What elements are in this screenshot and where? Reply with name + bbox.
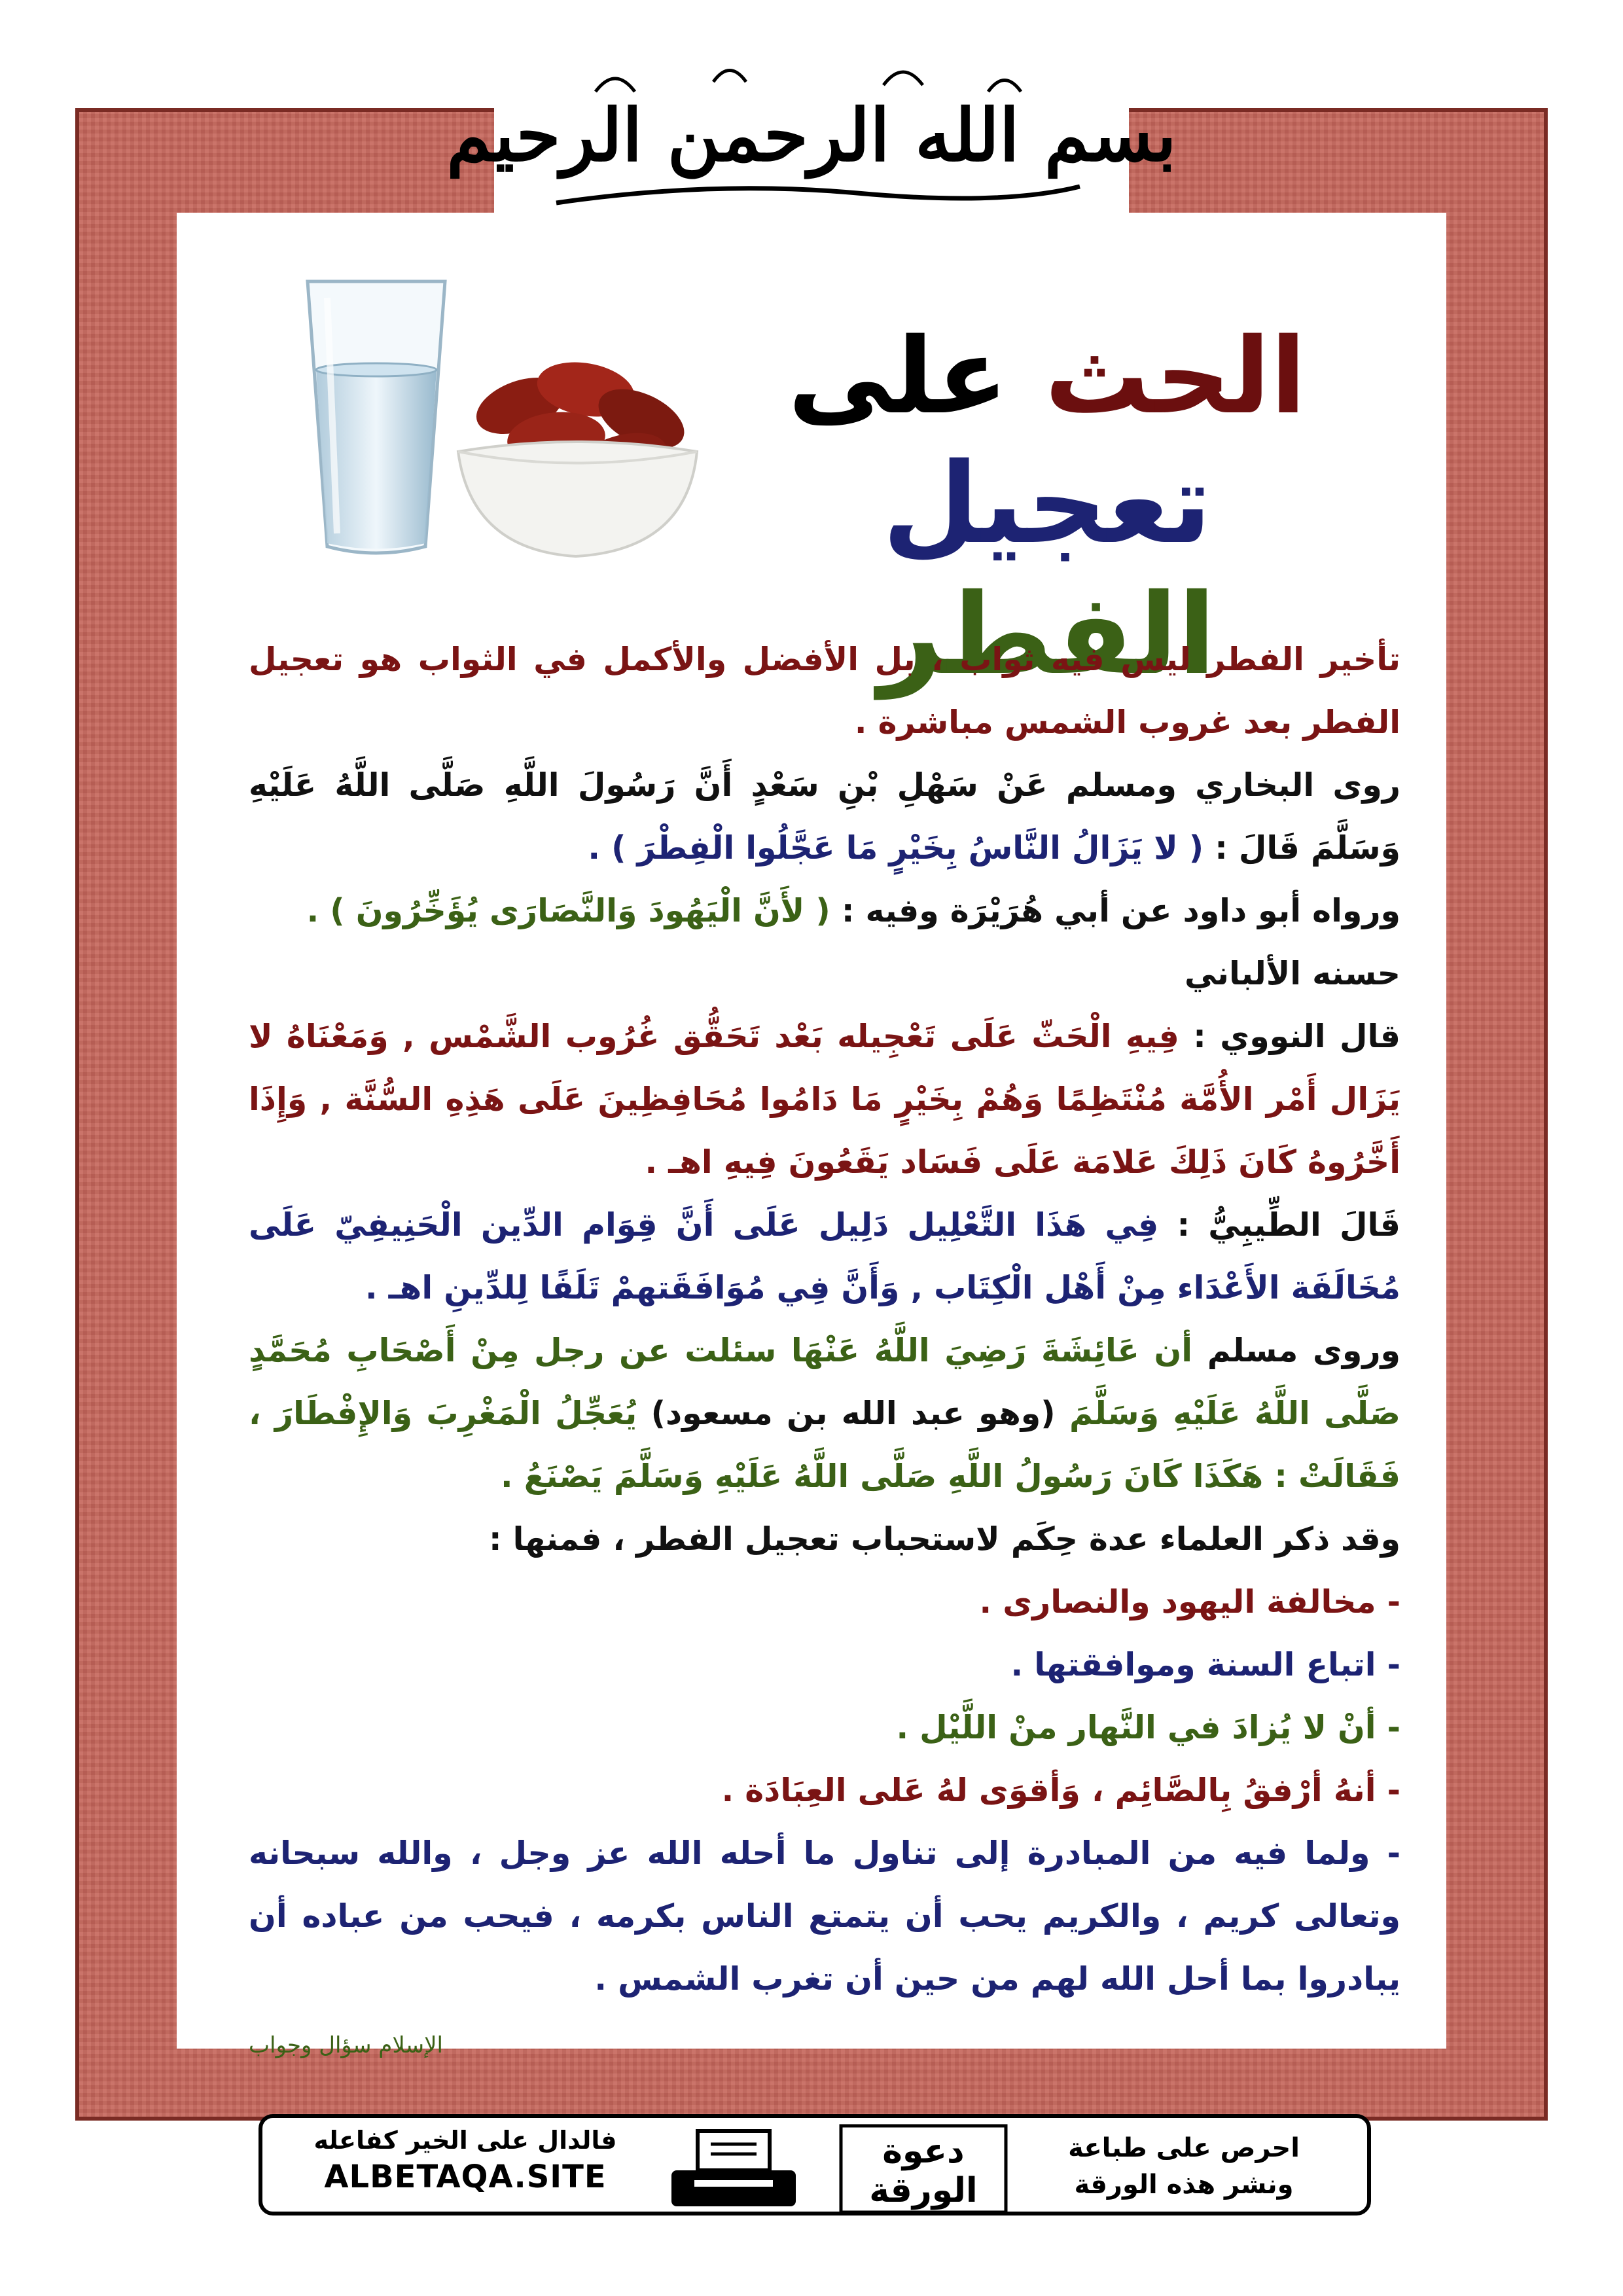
page-title [779,314,1315,700]
aisha-narration-end: يُعَجِّلُ الْمَغْرِبَ وَالإِفْطَارَ ، فَقَالَتْ : هَكَذَا كَانَ رَسُولُ اللَّهِ صَلَّى اللَّهُ عَلَيْهِ وَسَلَّمَ يَصْنَعُ . [249,1395,1400,1495]
hadith-quote: ( لا يَزَالُ النَّاسُ بِخَيْرٍ مَا عَجَّلُوا الْفِطْرَ ) . [588,829,1204,867]
footer-saying: فالدال على الخير كفاعله [313,2126,617,2155]
source-credit: الإسلام سؤال وجواب [249,2032,443,2058]
title-word-iftar: الفطر [878,570,1216,700]
wisdoms-intro: وقد ذكر العلماء عدة حِكَم لاستحباب تعجيل الفطر ، فمنها : [489,1520,1400,1558]
print-note-line1: احرص على طباعة [1068,2133,1300,2163]
print-note-line2: ونشر هذه الورقة [1074,2170,1294,2200]
basmala-calligraphy [446,29,1177,232]
wisdom-item: - أنهُ أرْفقُ بِالصَّائِم ، وَأقوَى لهُ عَلى العِبَادَة . [721,1772,1400,1809]
water-glass-image [298,272,455,560]
hadith-quote-2: ( لأَنَّ الْيَهُودَ وَالنَّصَارَى يُؤَخِّرُونَ ) . [306,892,830,929]
dates-bowl-image [445,327,707,563]
title-word-encouragement: الحث [1044,315,1306,437]
paragraph-abudawud-intro: ورواه أبو داود عن أبي هُرَيْرَة وفيه : [841,892,1400,929]
muslim-label: وروى مسلم [1207,1332,1401,1369]
logo-line-2: الورقة [869,2171,978,2210]
wisdom-item: - ولما فيه من المبادرة إلى تناول ما أحله الله عز وجل ، والله سبحانه وتعالى كريم ، والكريم يحب أن يتمتع الناس بكرمه ، فيحب من عباده أن يبادروا بما أحل الله لهم من حين أن تغرب الشمس . [249,1835,1400,1998]
narrator-note: (وهو عبد الله بن مسعود) [651,1395,1056,1432]
tibi-text: فِي هَذَا التَّعْلِيل دَلِيل عَلَى أَنَّ قِوَام الدِّين الْحَنِيفِيّ عَلَى مُخَالَفَة الأَعْدَاء مِنْ أَهْل الْكِتَاب , وَأَنَّ فِي مُوَافَقَتهمْ تَلَفًا لِلدِّينِ اهـ . [249,1206,1400,1306]
basmala-text: بسم الله الرحمن الرحيم [446,93,1177,177]
footer-print-note [1027,2130,1341,2203]
title-word-on: على [788,315,1008,437]
article-body [249,628,1400,2068]
hadith-grading: حسنه الألباني [1184,955,1400,992]
wisdom-item: - أنْ لا يُزادَ في النَّهار منْ اللَّيْل . [896,1709,1400,1746]
title-word-hastening: تعجيل [882,439,1212,569]
paragraph-bukhari-intro: روى البخاري ومسلم عَنْ سَهْلِ بْنِ سَعْدٍ أَنَّ رَسُولَ اللَّهِ صَلَّى اللَّهُ عَلَيْهِ وَسَلَّمَ قَالَ : [249,766,1400,867]
nawawi-label: قال النووي : [1193,1018,1401,1055]
aisha-narration: أن عَائِشَةَ رَضِيَ اللَّهُ عَنْهَا سئلت عن رجل مِنْ أَصْحَابِ مُحَمَّدٍ صَلَّى اللَّهُ عَلَيْهِ وَسَلَّمَ [249,1332,1400,1432]
footer-site-block [276,2126,655,2195]
paragraph-intro: تأخير الفطر ليس فيه ثواب ، بل الأفضل والأكمل في الثواب هو تعجيل الفطر بعد غروب الشمس مباشرة . [249,641,1400,741]
nawawi-text: فِيهِ الْحَثّ عَلَى تَعْجِيله بَعْد تَحَقُّق غُرُوب الشَّمْس , وَمَعْنَاهُ لا يَزَال أَمْر الأُمَّة مُنْتَظِمًا وَهُمْ بِخَيْرٍ مَا دَامُوا مُحَافِظِينَ عَلَى هَذِهِ السُّنَّة , وَإِذَا أَخَّرُوهُ كَانَ ذَلِكَ عَلامَة عَلَى فَسَاد يَقَعُونَ فِيهِ اهـ . [249,1018,1400,1181]
wisdom-item: - مخالفة اليهود والنصارى . [979,1583,1400,1621]
printer-icon [668,2128,799,2213]
dawah-paper-logo [838,2123,1008,2215]
footer-banner [259,2114,1371,2215]
logo-line-1: دعوة [882,2132,965,2171]
tibi-label: قَالَ الطِّيبِيُّ : [1177,1206,1401,1244]
footer-site-link[interactable]: ALBETAQA.SITE [324,2159,607,2195]
wisdom-item: - اتباع السنة وموافقتها . [1010,1646,1400,1683]
